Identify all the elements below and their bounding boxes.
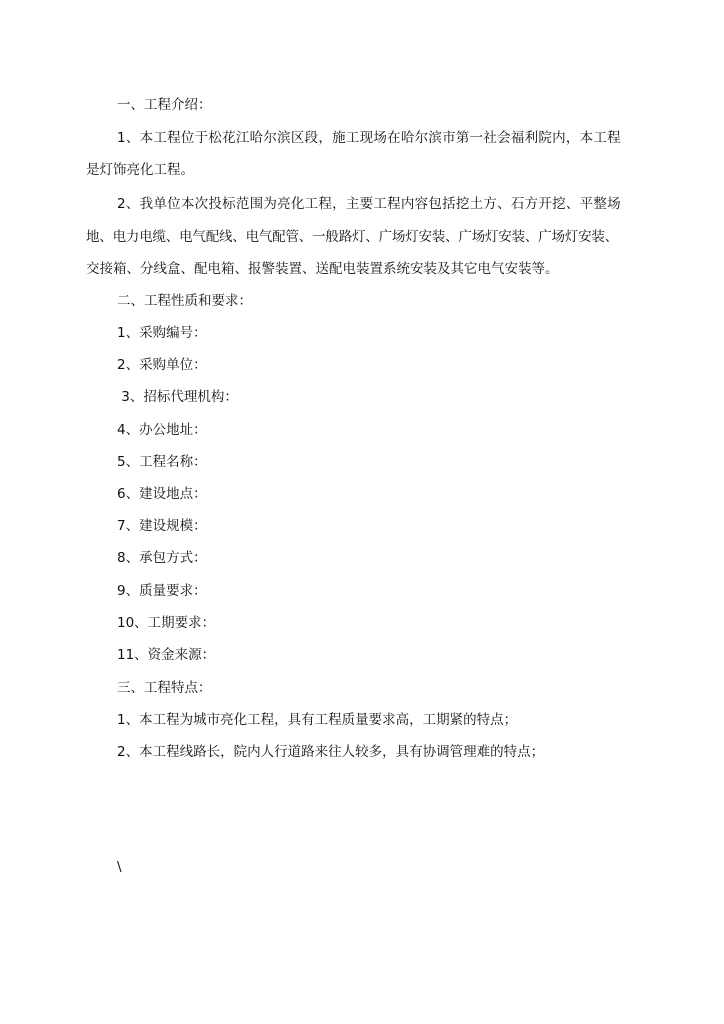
paragraph-1-line-1: 1、本工程位于松花江哈尔滨区段，施工现场在哈尔滨市第一社会福利院内，本工程 bbox=[117, 130, 621, 146]
list-item: 7、建设规模： bbox=[117, 518, 207, 534]
stray-backslash: \ bbox=[117, 859, 122, 875]
list-item: 1、采购编号： bbox=[117, 325, 207, 341]
paragraph-2-line-2: 地、电力电缆、电气配线、电气配管、一般路灯、广场灯安装、广场灯安装、广场灯安装、 bbox=[86, 229, 618, 245]
section-3-heading: 三、工程特点： bbox=[117, 680, 212, 696]
list-item: 3、招标代理机构： bbox=[117, 389, 238, 405]
list-item: 2、采购单位： bbox=[117, 357, 207, 373]
paragraph-2-line-1: 2、我单位本次投标范围为亮化工程，主要工程内容包括挖土方、石方开挖、平整场 bbox=[117, 196, 621, 212]
section-1-heading: 一、工程介绍： bbox=[117, 97, 212, 113]
paragraph-2-line-3: 交接箱、分线盒、配电箱、报警装置、送配电装置系统安装及其它电气安装等。 bbox=[86, 261, 559, 277]
list-item: 4、办公地址： bbox=[117, 422, 207, 438]
list-item: 6、建设地点： bbox=[117, 486, 207, 502]
list-item: 11、资金来源： bbox=[117, 647, 216, 663]
list-item: 10、工期要求： bbox=[117, 615, 216, 631]
list-item: 1、本工程为城市亮化工程，具有工程质量要求高，工期紧的特点； bbox=[117, 712, 518, 728]
list-item: 8、承包方式： bbox=[117, 550, 207, 566]
paragraph-1-line-2: 是灯饰亮化工程。 bbox=[86, 162, 194, 178]
section-2-heading: 二、工程性质和要求： bbox=[117, 293, 252, 309]
list-item: 9、质量要求： bbox=[117, 583, 207, 599]
list-item: 2、本工程线路长，院内人行道路来往人较多，具有协调管理难的特点； bbox=[117, 744, 545, 760]
list-item: 5、工程名称： bbox=[117, 454, 207, 470]
